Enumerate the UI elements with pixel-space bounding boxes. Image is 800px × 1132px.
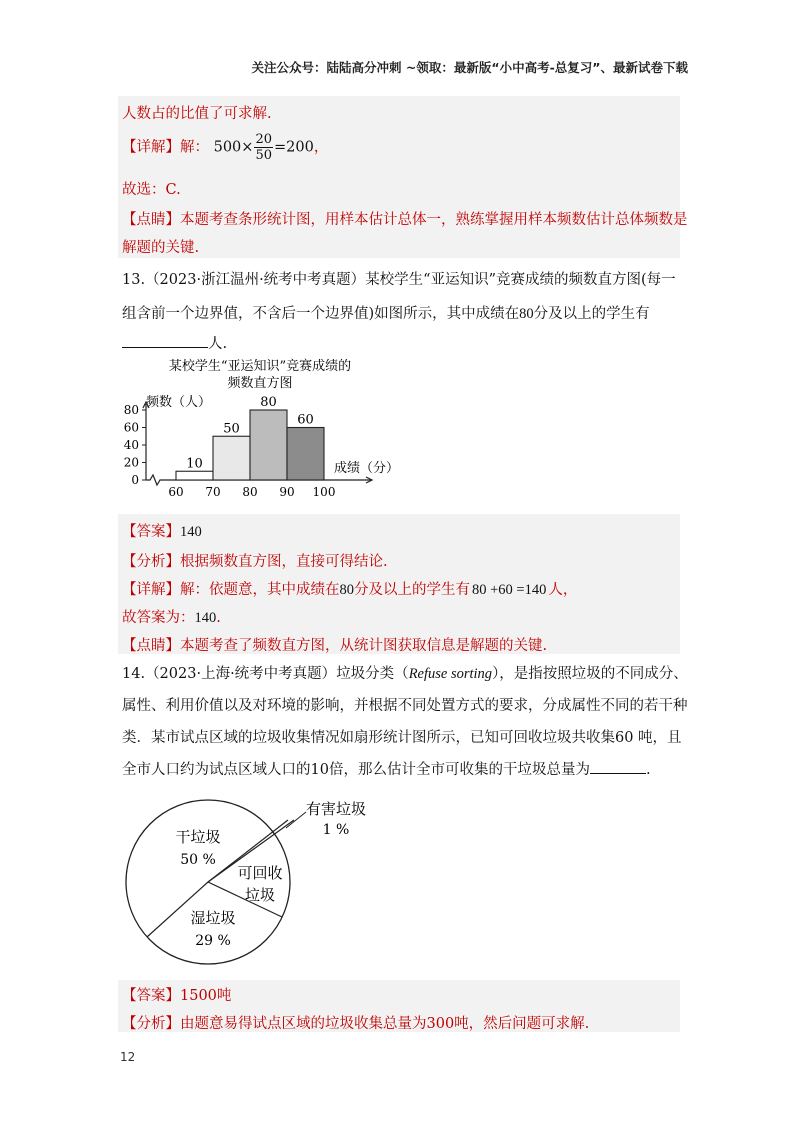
expr-lhs: 500×: [213, 139, 254, 156]
frac-denominator: 50: [255, 148, 272, 163]
q14-text4a: 全市人口约为试点区域人口的10倍，那么估计全市可收集的干垃圾总量为: [122, 762, 590, 778]
detail-tag: 【详解】: [122, 582, 180, 598]
prev-comment-line2: 解题的关键.: [122, 240, 200, 256]
comment-tag: 【点睛】: [122, 638, 180, 654]
detail-score: 80: [339, 582, 354, 598]
histogram-bar: [176, 471, 213, 480]
histogram-bar: [213, 436, 250, 480]
prev-solution-line: 人数占的比值了可求解.: [122, 106, 272, 122]
q13-score: 80: [519, 306, 534, 322]
q14-text4b: .: [645, 762, 651, 778]
y-tick-label: 60: [123, 420, 139, 435]
chart-xlabel: 成绩（分）: [334, 461, 400, 476]
final-text: 故答案为：: [122, 610, 195, 626]
histogram-bar: [287, 428, 324, 481]
q14-number: 14.: [122, 666, 146, 682]
q13-text2a: 组含前一个边界值，不含后一个边界值)如图所示，其中成绩在: [122, 306, 520, 322]
detail-prefix: 解：: [180, 139, 209, 156]
q13-detail: [122, 578, 577, 599]
q14-text1a: 垃圾分类（: [336, 666, 409, 682]
prev-detail-line: [122, 132, 328, 163]
slice-percent-wet: 29 %: [195, 933, 231, 949]
slice-percent-dry: 50 %: [180, 852, 216, 868]
final-value: 140: [194, 610, 217, 626]
x-tick-label: 60: [168, 485, 184, 499]
y-tick-label: 80: [123, 403, 139, 417]
q13-comment: [122, 634, 547, 655]
q13-answer: [122, 520, 202, 541]
x-tick-label: 70: [205, 485, 221, 499]
q13-source: （2023·浙江温州·统考中考真题）: [145, 272, 366, 288]
bar-value-label: 10: [186, 456, 203, 472]
slice-label-recyclable-1: 可回收: [237, 864, 283, 882]
prev-comment-line1: [122, 208, 688, 229]
q13-text2b: 分及以上的学生有: [533, 306, 650, 322]
slice-label-wet: 湿垃圾: [190, 909, 236, 927]
q13-number: 13.: [122, 272, 146, 288]
frac-numerator: 20: [255, 132, 272, 147]
slice-label-hazardous: 有害垃圾: [305, 800, 367, 818]
slice-percent-hazardous: 1 %: [322, 822, 350, 838]
q14-analysis-block: [118, 1010, 680, 1032]
bar-value-label: 50: [223, 421, 240, 437]
answer-tag: 【答案】: [122, 988, 180, 1004]
expr-rhs: =200: [273, 139, 314, 156]
q13-line2: [122, 302, 650, 323]
analysis-text: 由题意易得试点区域的垃圾收集总量为300吨，然后问题可求解.: [180, 1016, 590, 1032]
chart-title-line1: 某校学生“亚运知识”竞赛成绩的: [168, 359, 352, 374]
histogram-bar: [250, 410, 287, 480]
chart-ylabel: 频数（人）: [146, 395, 212, 410]
x-tick-label: 100: [312, 485, 336, 499]
leader-line: [286, 812, 306, 828]
histogram-chart: [110, 352, 400, 502]
detail-tag: 【详解】: [122, 139, 180, 156]
answer-blank: [122, 333, 208, 348]
final-end: .: [216, 610, 221, 626]
answer-blank: [590, 759, 646, 774]
page-number: 12: [120, 1050, 136, 1064]
y-tick-label: 0: [131, 473, 139, 487]
detail-text-a: 解：依题意，其中成绩在: [180, 582, 340, 598]
answer-value: 140: [180, 524, 202, 540]
fraction: [254, 132, 273, 163]
y-tick-label: 40: [123, 438, 139, 452]
slice-label-recyclable-2: 垃圾: [244, 886, 276, 904]
analysis-tag: 【分析】: [122, 1016, 180, 1032]
prev-solution-block: [118, 96, 688, 258]
q13-text3: 人.: [208, 336, 228, 352]
detail-text-b: 分及以上的学生有: [354, 582, 470, 598]
analysis-tag: 【分析】: [122, 554, 180, 570]
page-header: 关注公众号：陆陆高分冲刺 ~领取：最新版“小中高考-总复习”、最新试卷下载: [251, 60, 688, 75]
q13-text: 某校学生“亚运知识”竞赛成绩的频数直方图(每一: [365, 272, 676, 288]
q13-final: [122, 606, 221, 627]
y-tick-label: 20: [123, 455, 139, 470]
bar-value-label: 60: [297, 412, 314, 428]
chart-title-line2: 频数直方图: [227, 376, 293, 391]
answer-tag: 【答案】: [122, 524, 180, 540]
detail-text-c: 人，: [548, 582, 578, 598]
q14-line2: 属性、利用价值以及对环境的影响，并根据不同处置方式的要求，分成属性不同的若干种: [122, 698, 688, 714]
analysis-text: 根据频数直方图，直接可得结论.: [180, 554, 388, 570]
answer-value: 1500吨: [180, 988, 232, 1004]
pie-chart: [110, 790, 400, 980]
x-tick-label: 80: [242, 485, 258, 499]
q14-line1: [122, 662, 688, 683]
q14-analysis: [122, 1012, 589, 1033]
detail-expr: 80 +60 =140: [472, 582, 547, 598]
q14-source: （2023·上海·统考中考真题）: [145, 666, 337, 682]
q14-line4: [122, 758, 651, 779]
expr-end: ，: [313, 139, 329, 156]
prev-choice: 故选：C.: [122, 182, 181, 198]
comment-text: 本题考查条形统计图，用样本估计总体一，熟练掌握用样本频数估计总体频数是: [180, 212, 688, 228]
comment-tag: 【点睛】: [122, 212, 180, 228]
q13-line1: [122, 268, 676, 289]
q13-solution-block: [118, 514, 680, 654]
q14-line3: 类．某市试点区域的垃圾收集情况如扇形统计图所示，已知可回收垃圾共收集60 吨，且: [122, 730, 682, 746]
slice-label-dry: 干垃圾: [175, 828, 221, 846]
q13-line3: [122, 332, 227, 353]
bar-value-label: 80: [260, 395, 277, 410]
q13-analysis: [122, 550, 388, 571]
q14-answer: [122, 984, 231, 1005]
q14-english-term: Refuse sorting: [408, 666, 493, 682]
comment-text: 本题考查了频数直方图，从统计图获取信息是解题的关键.: [180, 638, 548, 654]
x-tick-label: 90: [279, 485, 295, 499]
q14-text1b: ），是指按照垃圾的不同成分、: [492, 666, 688, 682]
